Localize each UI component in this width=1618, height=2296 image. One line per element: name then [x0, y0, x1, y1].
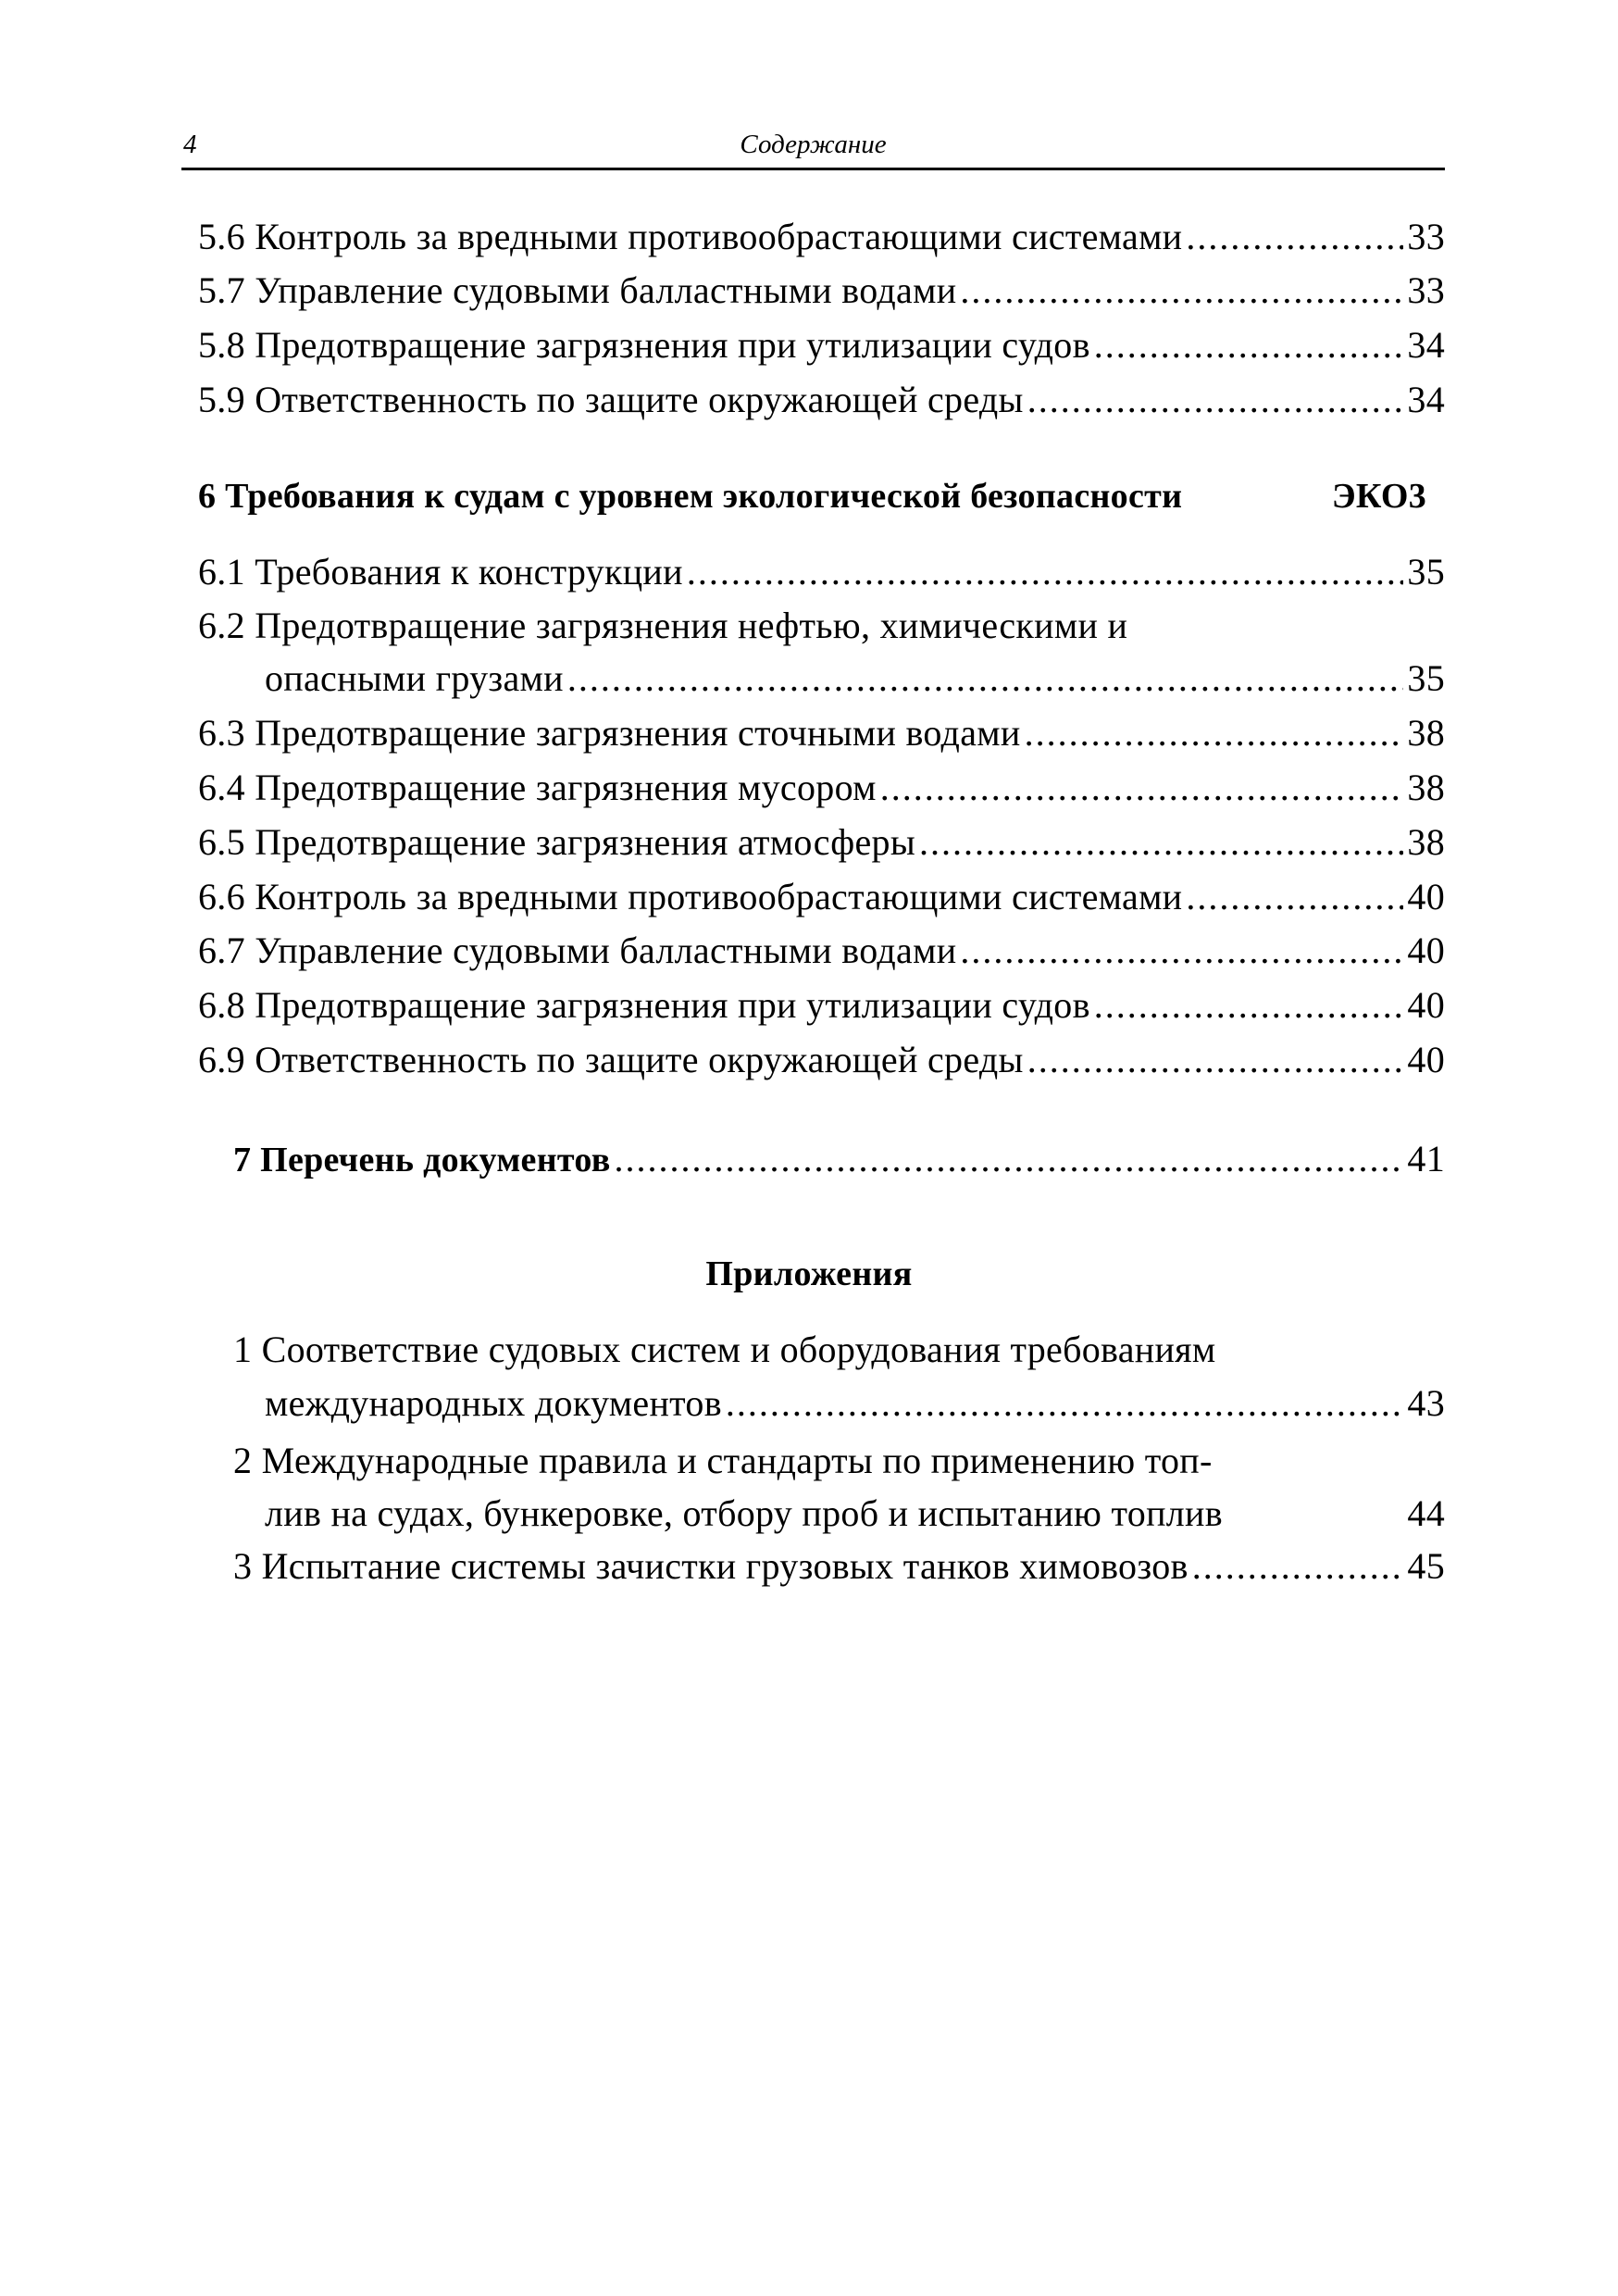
- toc-entry-page: 38: [1407, 712, 1445, 754]
- toc-entry-page: 40: [1407, 984, 1445, 1026]
- appendix-1-line1[interactable]: [233, 1326, 1445, 1374]
- toc-entry-label: 7 Перечень документов: [233, 1141, 611, 1179]
- toc-entry-page: 40: [1407, 876, 1445, 917]
- toc-entry-6-9[interactable]: [198, 1036, 1445, 1084]
- toc-entry-page: 35: [1407, 551, 1445, 593]
- dot-leader: [880, 764, 1404, 812]
- toc-entry-page: 35: [1407, 657, 1445, 699]
- toc-entry-5-9[interactable]: [198, 376, 1445, 424]
- toc-entry-6-6[interactable]: [198, 873, 1445, 921]
- toc-entry-label: 6.2 Предотвращение загрязнения нефтью, химическими и: [198, 605, 1128, 646]
- toc-entry-label: опасными грузами: [265, 657, 564, 699]
- section-6-heading[interactable]: [198, 472, 1445, 520]
- toc-entry-6-3[interactable]: [198, 709, 1445, 757]
- toc-entry-page: 41: [1407, 1138, 1445, 1179]
- dot-leader: [1027, 376, 1404, 424]
- dot-leader: [567, 655, 1404, 703]
- toc-entry-label: 5.9 Ответственность по защите окружающей среды: [198, 379, 1024, 420]
- section-6-title: 6 Требования к судам с уровнем экологической безопасности: [198, 477, 1183, 516]
- dot-leader: [1094, 321, 1404, 369]
- toc-entry-6-8[interactable]: [198, 981, 1445, 1029]
- toc-entry-label: 1 Соответствие судовых систем и оборудования требованиям: [233, 1329, 1216, 1370]
- toc-entry-page: 33: [1407, 269, 1445, 311]
- toc-entry-page: 38: [1407, 767, 1445, 808]
- toc-entry-label: международных документов: [265, 1382, 722, 1424]
- dot-leader: [960, 267, 1403, 315]
- toc-entry-page: 40: [1407, 1039, 1445, 1080]
- dot-leader: [615, 1135, 1404, 1183]
- toc-entry-label: 6.4 Предотвращение загрязнения мусором: [198, 767, 877, 808]
- running-title: Содержание: [740, 130, 887, 159]
- toc-entry-label: 5.7 Управление судовыми балластными водами: [198, 269, 957, 311]
- toc-entry-5-8[interactable]: [198, 321, 1445, 369]
- toc-entry-label: 3 Испытание системы зачистки грузовых танков химовозов: [233, 1545, 1189, 1587]
- appendix-3[interactable]: [233, 1542, 1445, 1591]
- dot-leader: [1027, 1036, 1404, 1084]
- dot-leader: [919, 818, 1403, 867]
- toc-entry-5-6[interactable]: [198, 213, 1445, 261]
- toc-entry-page: 38: [1407, 821, 1445, 863]
- toc-entry-6-5[interactable]: [198, 818, 1445, 867]
- toc-entry-label: 2 Международные правила и стандарты по применению топ-: [233, 1440, 1213, 1481]
- toc-entry-page: 44: [1407, 1492, 1445, 1534]
- toc-entry-label: 6.5 Предотвращение загрязнения атмосферы: [198, 821, 916, 863]
- section-6-title-suffix: ЭКО3: [1331, 477, 1426, 516]
- dot-leader: [1094, 981, 1404, 1029]
- dot-leader: [1186, 213, 1403, 261]
- page-number: 4: [183, 130, 197, 159]
- toc-entry-6-2-line1[interactable]: [198, 602, 1445, 650]
- toc-entry-page: 34: [1407, 379, 1445, 420]
- toc-entry-6-4[interactable]: [198, 764, 1445, 812]
- toc-entry-7[interactable]: [233, 1135, 1445, 1183]
- toc-entry-label: 6.6 Контроль за вредными противообрастающими системами: [198, 876, 1183, 917]
- toc-entry-label: 5.6 Контроль за вредными противообрастающими системами: [198, 216, 1183, 257]
- appendix-2-line1[interactable]: [233, 1437, 1445, 1485]
- toc-entry-page: 34: [1407, 324, 1445, 366]
- toc-entry-6-1[interactable]: [198, 548, 1445, 596]
- dot-leader: [687, 548, 1404, 596]
- toc-entry-label: 6.9 Ответственность по защите окружающей среды: [198, 1039, 1024, 1080]
- appendices-heading: Приложения: [705, 1254, 913, 1293]
- toc-entry-page: 40: [1407, 930, 1445, 971]
- toc-entry-6-7[interactable]: [198, 927, 1445, 975]
- toc-entry-page: 33: [1407, 216, 1445, 257]
- toc-entry-label: 6.8 Предотвращение загрязнения при утилизации судов: [198, 984, 1090, 1026]
- dot-leader: [960, 927, 1403, 975]
- toc-entry-page: 43: [1407, 1382, 1445, 1424]
- toc-entry-label: 6.3 Предотвращение загрязнения сточными водами: [198, 712, 1021, 754]
- toc-entry-label: лив на судах, бункеровке, отбору проб и испытанию топлив: [265, 1492, 1223, 1534]
- toc-entry-label: 6.7 Управление судовыми балластными водами: [198, 930, 957, 971]
- running-head: [181, 130, 1445, 167]
- header-rule: [181, 168, 1445, 170]
- toc-entry-label: 5.8 Предотвращение загрязнения при утилизации судов: [198, 324, 1090, 366]
- dot-leader: [726, 1379, 1403, 1428]
- toc-entry-5-7[interactable]: [198, 267, 1445, 315]
- appendix-2[interactable]: [265, 1490, 1445, 1538]
- dot-leader: [1025, 709, 1404, 757]
- dot-leader: [1192, 1542, 1404, 1591]
- toc-entry-label: 6.1 Требования к конструкции: [198, 551, 683, 593]
- dot-leader: [1186, 873, 1403, 921]
- toc-entry-page: 45: [1407, 1545, 1445, 1587]
- toc-entry-6-2[interactable]: [265, 655, 1445, 703]
- appendix-1[interactable]: [265, 1379, 1445, 1428]
